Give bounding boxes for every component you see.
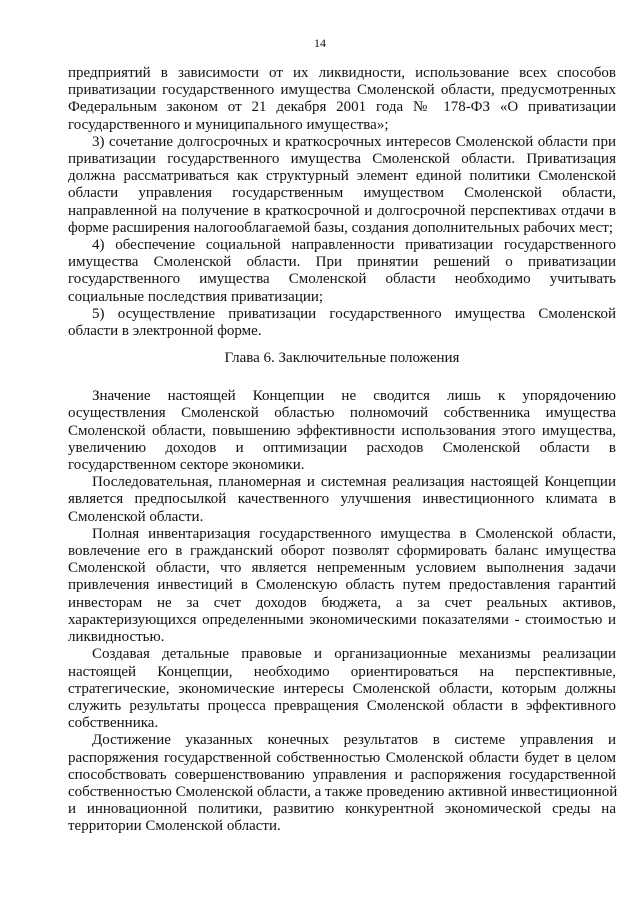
text-line: инвесторам не за счет доходов бюджета, а за счет реальных активов, <box>68 594 616 611</box>
paragraph-item-5 <box>68 306 616 340</box>
text-line: вовлечение его в гражданский оборот позволят сформировать баланс имущества <box>68 543 616 560</box>
text-line: Смоленской области. <box>68 508 204 525</box>
text-line: государственном секторе экономики. <box>68 457 305 474</box>
text-line: привлечения инвестиций в Смоленскую область путем предоставления гарантий <box>68 577 616 594</box>
text-line: и инновационной политики, развитию конкурентной экономической среды на <box>68 801 616 818</box>
text-line: служить результаты процесса превращения Смоленской области в эффективного <box>68 697 616 714</box>
text-line: Последовательная, планомерная и системная реализация настоящей Концепции <box>92 474 616 491</box>
text-line: 4) обеспечение социальной направленности приватизации государственного <box>92 237 616 254</box>
text-line: приватизации государственного имущества Смоленской области, предусмотренных <box>68 82 616 99</box>
text-line: увеличению доходов и оптимизации расходов Смоленской области в <box>68 439 616 456</box>
text-line: Достижение указанных конечных результатов в системе управления и <box>92 732 616 749</box>
text-line: ликвидностью. <box>68 629 165 646</box>
text-line: форме расширения налогооблагаемой базы, создания дополнительных рабочих мест; <box>68 219 613 236</box>
document-body <box>68 65 616 836</box>
chapter-paragraph <box>68 474 616 526</box>
paragraph-item-4 <box>68 237 616 306</box>
text-line: государственного и муниципального имущества»; <box>68 116 389 133</box>
text-line: области управления государственным имуществом Смоленской области, <box>68 185 616 202</box>
text-line: приватизации государственного имущества Смоленской области. Приватизация <box>68 151 616 168</box>
text-line: предприятий в зависимости от их ликвидности, использование всех способов <box>68 65 616 81</box>
chapter-paragraph <box>68 646 616 732</box>
text-line: Значение настоящей Концепции не сводится лишь к упорядочению <box>92 388 616 405</box>
chapter-heading: Глава 6. Заключительные положения <box>224 350 460 367</box>
page-number: 14 <box>314 36 326 50</box>
text-line: социальные последствия приватизации; <box>68 288 324 305</box>
paragraph-continuation <box>68 65 616 134</box>
text-line: области в электронной форме. <box>68 323 262 340</box>
chapter-body <box>68 388 616 835</box>
chapter-paragraph <box>68 732 616 835</box>
text-line: распоряжения государственной собственностью Смоленской области будет в целом <box>68 749 616 766</box>
chapter-paragraph <box>68 388 616 474</box>
chapter-paragraph <box>68 526 616 646</box>
text-line: Федеральным законом от 21 декабря 2001 года № 178-ФЗ «О приватизации <box>68 99 616 116</box>
text-line: государственного имущества Смоленской области необходимо учитывать <box>68 271 616 288</box>
text-line: характеризующихся определенными экономическими показателями - стоимостью и <box>68 611 616 628</box>
text-line: собственностью Смоленской области, а также проведению активной инвестиционной <box>68 783 618 800</box>
text-line: Смоленской области, повышению эффективности использования этого имущества, <box>68 422 616 439</box>
paragraph-item-3 <box>68 134 616 237</box>
text-line: 5) осуществление приватизации государственного имущества Смоленской <box>92 305 616 322</box>
text-line: собственника. <box>68 715 159 732</box>
text-line: Полная инвентаризация государственного имущества в Смоленской области, <box>92 525 616 542</box>
text-line: 3) сочетание долгосрочных и краткосрочных интересов Смоленской области при <box>92 133 616 150</box>
text-line: является предпосылкой качественного улучшения инвестиционного климата в <box>68 491 616 508</box>
text-line: Создавая детальные правовые и организационные механизмы реализации <box>92 646 616 663</box>
text-line: настоящей Концепции, необходимо ориентироваться на перспективные, <box>68 663 616 680</box>
text-line: способствовать совершенствованию управления и распоряжения государственной <box>68 766 616 783</box>
text-line: территории Смоленской области. <box>68 818 281 835</box>
text-line: имущества Смоленской области. При принятии решений о приватизации <box>68 254 616 271</box>
text-line: осуществления Смоленской областью полномочий собственника имущества <box>68 405 616 422</box>
text-line: Смоленской области, что является непременным условием выполнения задачи <box>68 560 616 577</box>
text-line: направленной на получение в краткосрочной и долгосрочной перспективах отдачи в <box>68 202 616 219</box>
text-line: стратегические, экономические интересы Смоленской области, которым должны <box>68 680 616 697</box>
text-line: должна рассматриваться как структурный элемент единой политики Смоленской <box>68 168 616 185</box>
